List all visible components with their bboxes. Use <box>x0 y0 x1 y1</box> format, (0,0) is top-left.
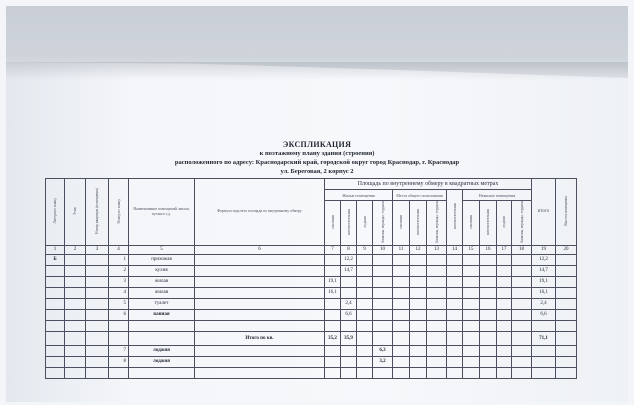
table-row <box>46 298 577 309</box>
cell-room-no: 7 <box>109 345 129 356</box>
street-line: ул. Береговая, 2 корпус 2 <box>280 168 354 175</box>
cell-main <box>325 254 341 265</box>
col-num: 2 <box>65 245 86 254</box>
cell-balcony: 6,3 <box>373 345 393 356</box>
cell-room-no: 1 <box>109 254 129 265</box>
cell-main <box>325 298 341 309</box>
total-sum: 71,1 <box>532 331 556 345</box>
header-col-15: основная <box>469 214 473 229</box>
total-label: Итого по кв. <box>195 331 325 345</box>
cell-aux: 6,6 <box>341 309 357 320</box>
cell-room-name: жилая <box>129 287 195 298</box>
col-num: 1 <box>46 245 65 254</box>
header-col-14: вспомогательная <box>452 203 457 230</box>
document-title: ЭКСПЛИКАЦИЯ <box>282 140 352 149</box>
total-row <box>46 331 577 345</box>
loggia-row <box>46 345 577 356</box>
header-col-9: лоджии <box>362 216 367 228</box>
header-col-8: вспомогательная <box>346 208 351 235</box>
table-row <box>46 254 577 265</box>
header-formula: Формула подсчета площади по внутреннему обмеру <box>195 179 325 246</box>
total-aux: 35,9 <box>341 331 357 345</box>
cell-room-name: ванная <box>129 309 195 320</box>
fold-shadow <box>6 62 628 80</box>
table-row <box>46 287 577 298</box>
col-num: 10 <box>373 245 393 254</box>
cell-aux <box>341 287 357 298</box>
cell-total: 16,1 <box>532 287 556 298</box>
col-num: 4 <box>109 245 129 254</box>
col-num: 7 <box>325 245 341 254</box>
col-num: 13 <box>427 245 447 254</box>
header-col-17: лоджии <box>502 216 506 228</box>
col-num: 9 <box>357 245 373 254</box>
header-group-living: Жилые помещения <box>325 190 393 201</box>
table-row <box>46 265 577 276</box>
col-num: 16 <box>480 245 497 254</box>
cell-aux: 12,2 <box>341 254 357 265</box>
loggia-row <box>46 356 577 367</box>
cell-aux: 14,7 <box>341 265 357 276</box>
col-num: 20 <box>556 245 577 254</box>
header-height: Высота помещения <box>564 196 568 226</box>
column-number-row <box>46 245 577 254</box>
address-line: расположенного по адресу: Краснодарский край, городской округ город Краснодар, г. Краснодар <box>174 159 460 166</box>
header-group-common: Места общего пользования <box>393 190 447 201</box>
header-room-name: Наименование помещений: жилая, кухня и т.д. <box>129 179 195 246</box>
header-room-no: Номер по плану <box>116 198 121 224</box>
cell-balcony: 3,2 <box>373 356 393 367</box>
cell-room-no: 5 <box>109 298 129 309</box>
cell-main <box>325 265 341 276</box>
col-num: 5 <box>129 245 195 254</box>
header-total: итого <box>532 179 556 246</box>
col-num: 15 <box>463 245 480 254</box>
col-num: 12 <box>410 245 427 254</box>
table-row <box>46 309 577 320</box>
col-num: 19 <box>532 245 556 254</box>
cell-room-no: 6 <box>109 309 129 320</box>
header-col-16: вспомогательная <box>486 208 490 235</box>
cell-room-name: кухня <box>129 265 195 276</box>
cell-total: 2,4 <box>532 298 556 309</box>
cell-litera: Б <box>46 254 65 265</box>
col-num: 14 <box>447 245 463 254</box>
cell-room-name: жилая <box>129 276 195 287</box>
cell-main: 16,1 <box>325 287 341 298</box>
col-num: 11 <box>393 245 410 254</box>
cell-room-name: туалет <box>129 298 195 309</box>
header-col-10: балконы, веранды, террасы <box>380 201 385 243</box>
blank-row <box>46 320 577 331</box>
header-apt-no: Номер квартиры (помещения) <box>95 187 99 234</box>
header-col-18: балконы, веранды, террасы <box>519 201 524 243</box>
cell-total: 6,6 <box>532 309 556 320</box>
cell-room-no: 2 <box>109 265 129 276</box>
col-num: 17 <box>497 245 512 254</box>
table-row <box>46 276 577 287</box>
cell-main: 19,1 <box>325 276 341 287</box>
cell-room-no: 8 <box>109 356 129 367</box>
header-litera: Литера по плану <box>53 198 57 224</box>
blank-row <box>46 367 577 378</box>
cell-total: 12,2 <box>532 254 556 265</box>
header-area-group: Площадь по внутреннему обмеру в квадратных метрах <box>325 179 532 190</box>
cell-total: 14,7 <box>532 265 556 276</box>
header-col-11: основная <box>399 214 403 229</box>
cell-room-no: 4 <box>109 287 129 298</box>
cell-aux <box>341 276 357 287</box>
col-num: 8 <box>341 245 357 254</box>
cell-main <box>325 309 341 320</box>
cell-room-name: лоджия <box>129 356 195 367</box>
total-main: 35,2 <box>325 331 341 345</box>
explication-table <box>45 178 577 379</box>
header-group-nonliving: Нежилые помещения <box>463 190 532 201</box>
header-col-13: балконы, веранды, террасы <box>434 201 439 243</box>
col-num: 18 <box>512 245 532 254</box>
document-subtitle: к поэтажному плану здания (строения) <box>259 150 375 157</box>
header-floor: Этаж <box>73 206 77 215</box>
header-col-12: вспомогательная <box>416 208 420 235</box>
header-col-7: основная <box>330 214 335 229</box>
col-num: 3 <box>86 245 109 254</box>
cell-room-name: прихожая <box>129 254 195 265</box>
cell-aux: 2,4 <box>341 298 357 309</box>
cell-room-name: лоджия <box>129 345 195 356</box>
cell-room-no: 3 <box>109 276 129 287</box>
col-num: 6 <box>195 245 325 254</box>
cell-total: 19,1 <box>532 276 556 287</box>
